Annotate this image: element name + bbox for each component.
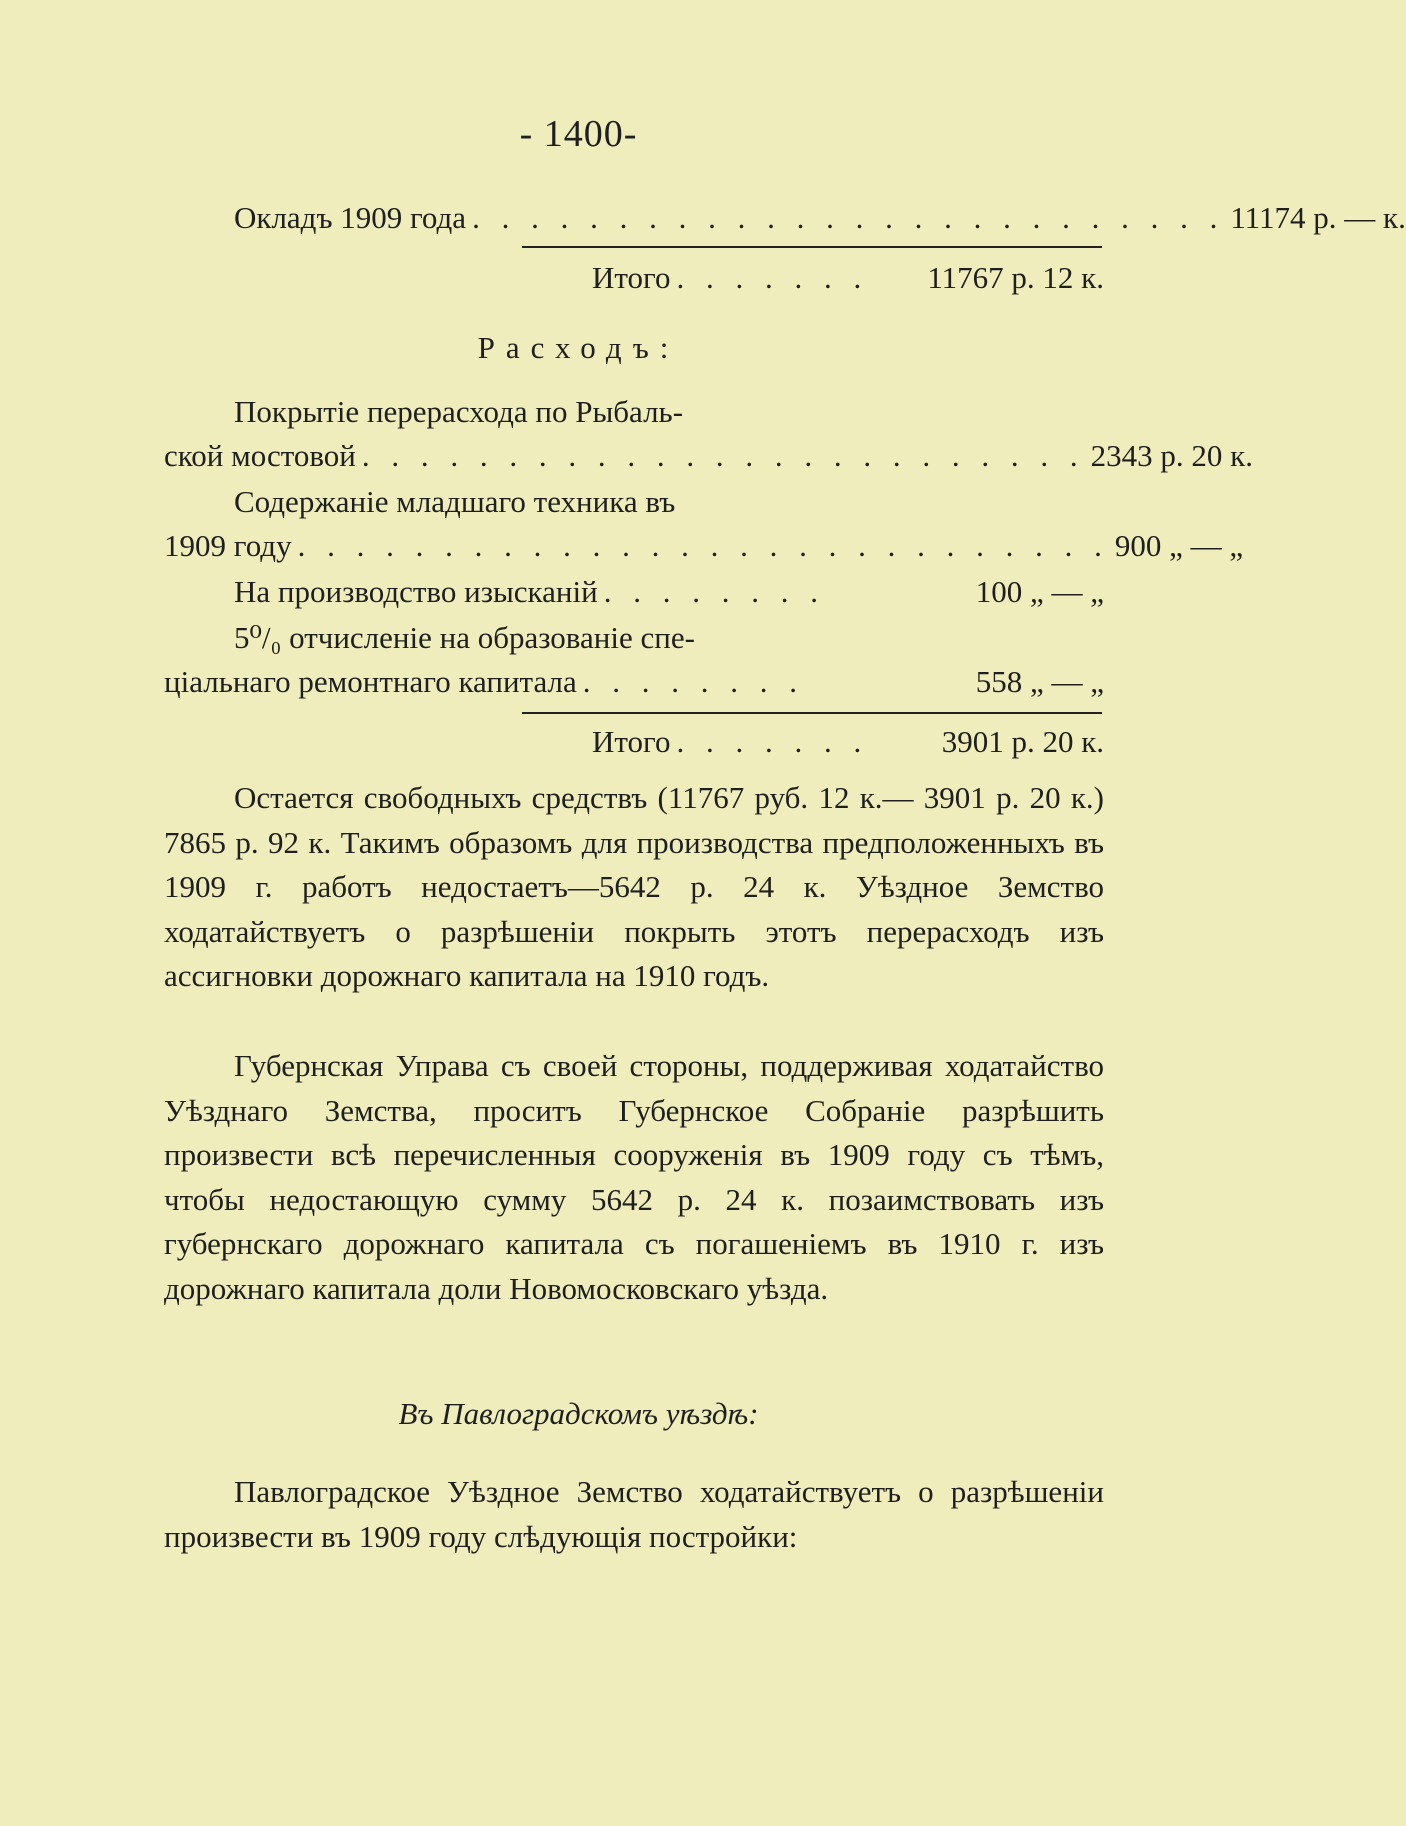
expense-4-row — [164, 662, 1104, 702]
page-number: - 1400- — [519, 113, 638, 155]
expense-1-row — [164, 436, 1253, 476]
paragraph-2: Губернская Управа съ своей стороны, поддерживая ходатайство Уѣзднаго Земства, проситъ Губернское Собраніе разрѣшить произвести всѣ перечисленныя сооруженія въ 1909 году съ тѣмъ, чтобы недостающую сумму 5642 р. 24 к. позаимствовать изъ губернскаго дорожнаго капитала съ погашеніемъ въ 1910 г. изъ дорожнаго капитала доли Новомосковскаго уѣзда. — [164, 1048, 1104, 1306]
expense-1-amount: 2343 р. 20 к. — [1090, 438, 1253, 473]
leader-dots: . . . . . . . . — [603, 574, 825, 609]
expense-2-row — [164, 526, 1244, 566]
itogo2-label: Итого — [592, 724, 671, 759]
itogo2-row — [592, 722, 1104, 762]
sum-rule-1 — [522, 246, 1102, 248]
leader-dots: . . . . . . . . — [582, 664, 804, 699]
okład-row — [164, 198, 1406, 238]
leader-dots: . . . . . . . — [676, 260, 869, 295]
itogo1-label: Итого — [592, 260, 671, 295]
leader-dots: . . . . . . . . . . . . . . . . . . . . . . . . . . . . — [297, 528, 1109, 563]
expense-2-amount: 900 „ — „ — [1114, 528, 1244, 563]
okład-amount: 11174 р. — к. — [1230, 200, 1406, 235]
expense-4-amount: 558 „ — „ — [975, 664, 1104, 699]
expense-3-row — [164, 572, 1104, 612]
expense-1-line1: Покрытіе перерасхода по Рыбаль- — [234, 394, 684, 429]
paragraph-final: Павлоградское Уѣздное Земство ходатайствуетъ о разрѣшеніи произвести въ 1909 году слѣдующія постройки: — [164, 1474, 1104, 1554]
itogo1-row — [592, 258, 1104, 298]
expense-4-label: ціальнаго ремонтнаго капитала — [164, 664, 577, 699]
sum-rule-2 — [522, 712, 1102, 714]
okład-label: Окладъ 1909 года — [234, 200, 467, 235]
paragraph-1: Остается свободныхъ средствъ (11767 руб. 12 к.— 3901 р. 20 к.) 7865 р. 92 к. Такимъ образомъ для производства предположенныхъ въ 1909 г. работъ недостаетъ—5642 р. 24 к. Уѣздное Земство ходатайствуетъ о разрѣшеніи покрыть этотъ перерасходъ изъ ассигновки дорожнаго капитала на 1910 годъ. — [164, 780, 1104, 993]
itogo1-amount: 11767 р. 12 к. — [927, 260, 1104, 295]
expenses-heading: Расходъ: — [477, 330, 680, 365]
expense-1-label: ской мостовой — [164, 438, 356, 473]
expense-3-label: На производство изысканій — [234, 574, 598, 609]
leader-dots: . . . . . . . — [676, 724, 869, 759]
expense-4-line1: 5⁰/₀ отчисленіе на образованіе спе- — [234, 620, 695, 655]
leader-dots: . . . . . . . . . . . . . . . . . . . . . . . . . — [361, 438, 1085, 473]
expense-2-line1: Содержаніе младшаго техника въ — [234, 484, 676, 519]
expense-3-amount: 100 „ — „ — [975, 574, 1104, 609]
leader-dots: . . . . . . . . . . . . . . . . . . . . . . . . . . — [472, 200, 1225, 235]
expense-2-label: 1909 году — [164, 528, 292, 563]
itogo2-amount: 3901 р. 20 к. — [941, 724, 1104, 759]
district-heading: Въ Павлоградскомъ уѣздѣ: — [398, 1396, 759, 1431]
